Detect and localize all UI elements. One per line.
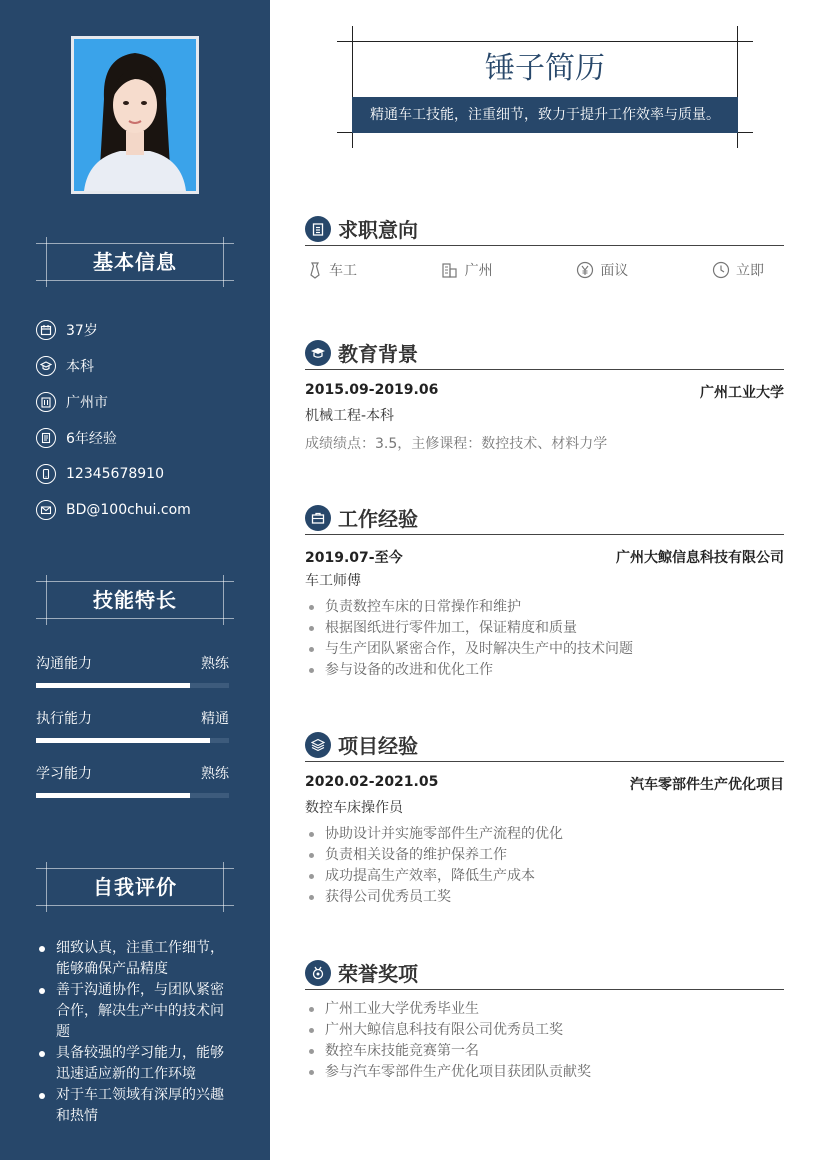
section-education — [305, 336, 784, 453]
section-work — [305, 501, 784, 681]
list-item: 数控车床技能竞赛第一名 — [305, 1041, 784, 1062]
resume-name: 锤子简历 — [485, 51, 605, 86]
skill-level: 熟练 — [201, 656, 229, 672]
skill-name: 执行能力 — [36, 711, 92, 727]
tie-icon — [307, 261, 323, 279]
skill-learning — [36, 763, 229, 798]
skill-bar-fill — [36, 793, 190, 798]
section-title: 项目经验 — [338, 734, 418, 758]
section-intent — [305, 212, 784, 280]
briefcase-icon — [305, 505, 331, 531]
header-box — [337, 26, 753, 148]
building-icon — [36, 392, 56, 412]
mail-icon — [36, 500, 56, 520]
sidebar — [0, 0, 270, 1160]
self-eval-title: 自我评价 — [93, 875, 177, 899]
work-date: 2019.07-至今 — [305, 550, 403, 566]
skill-name: 学习能力 — [36, 766, 92, 782]
info-experience — [36, 420, 236, 456]
info-degree — [36, 348, 236, 384]
education-note: 成绩绩点：3.5，主修课程：数控技术、材料力学 — [305, 436, 608, 452]
calendar-icon — [36, 320, 56, 340]
info-email — [36, 492, 236, 528]
work-bullets — [305, 597, 784, 681]
info-phone-text: 12345678910 — [66, 466, 164, 482]
basic-info-title: 基本信息 — [93, 250, 177, 274]
list-item: 细致认真，注重工作细节，能够确保产品精度 — [36, 938, 236, 980]
list-item: 广州工业大学优秀毕业生 — [305, 999, 784, 1020]
list-item: 参与设备的改进和优化工作 — [305, 660, 784, 681]
project-role: 数控车床操作员 — [305, 800, 403, 816]
self-eval-title-box — [36, 862, 234, 912]
info-age-text: 37岁 — [66, 323, 98, 339]
list-item: 负责相关设备的维护保养工作 — [305, 845, 784, 866]
basic-info-list — [36, 312, 236, 528]
list-item: 具备较强的学习能力，能够迅速适应新的工作环境 — [36, 1043, 236, 1085]
list-item: 根据图纸进行零件加工，保证精度和质量 — [305, 618, 784, 639]
section-title: 工作经验 — [338, 507, 418, 531]
list-item: 与生产团队紧密合作，及时解决生产中的技术问题 — [305, 639, 784, 660]
list-item: 善于沟通协作，与团队紧密合作，解决生产中的技术问题 — [36, 980, 236, 1043]
skill-bar — [36, 738, 229, 743]
education-date: 2015.09-2019.06 — [305, 382, 439, 398]
list-item: 广州大鲸信息科技有限公司优秀员工奖 — [305, 1020, 784, 1041]
work-role: 车工师傅 — [305, 573, 361, 589]
intent-city-text: 广州 — [464, 263, 493, 279]
intent-availability — [712, 260, 764, 280]
skill-level: 熟练 — [201, 766, 229, 782]
info-experience-text: 6年经验 — [66, 431, 117, 447]
intent-availability-text: 立即 — [735, 263, 764, 279]
intent-position-text: 车工 — [329, 263, 357, 279]
list-item: 协助设计并实施零部件生产流程的优化 — [305, 824, 784, 845]
section-title: 教育背景 — [338, 342, 418, 366]
section-title: 求职意向 — [338, 218, 418, 242]
graduation-cap-icon — [305, 340, 331, 366]
intent-city — [441, 260, 493, 280]
project-date: 2020.02-2021.05 — [305, 774, 439, 790]
section-awards — [305, 956, 784, 1083]
skill-bar — [36, 793, 229, 798]
info-age — [36, 312, 236, 348]
skill-communication — [36, 653, 229, 688]
yen-icon — [576, 261, 594, 279]
city-icon — [441, 261, 459, 279]
clipboard-icon — [305, 216, 331, 242]
graduation-cap-icon — [36, 356, 56, 376]
skill-bar — [36, 683, 229, 688]
section-project — [305, 728, 784, 908]
education-major: 机械工程-本科 — [305, 408, 395, 424]
skill-name: 沟通能力 — [36, 656, 92, 672]
skill-level: 精通 — [201, 711, 229, 727]
work-company: 广州大鲸信息科技有限公司 — [616, 550, 784, 566]
awards-bullets — [305, 999, 784, 1083]
list-item: 获得公司优秀员工奖 — [305, 887, 784, 908]
intent-salary-text: 面议 — [600, 263, 629, 279]
medal-icon — [305, 960, 331, 986]
info-city — [36, 384, 236, 420]
section-title: 荣誉奖项 — [338, 962, 418, 986]
profile-photo — [71, 36, 199, 194]
education-school: 广州工业大学 — [700, 385, 784, 401]
list-item: 成功提高生产效率，降低生产成本 — [305, 866, 784, 887]
info-email-text: BD@100chui.com — [66, 502, 191, 518]
self-eval-list — [36, 938, 236, 1127]
layers-icon — [305, 732, 331, 758]
project-bullets — [305, 824, 784, 908]
basic-info-title-box — [36, 237, 234, 287]
skill-bar-fill — [36, 683, 190, 688]
resume-tagline: 精通车工技能，注重细节，致力于提升工作效率与质量。 — [352, 97, 738, 133]
skills-title: 技能特长 — [93, 588, 177, 612]
phone-icon — [36, 464, 56, 484]
project-name: 汽车零部件生产优化项目 — [630, 777, 784, 793]
clock-icon — [712, 261, 730, 279]
skill-execution — [36, 708, 229, 743]
document-icon — [36, 428, 56, 448]
skill-bar-fill — [36, 738, 210, 743]
intent-salary — [576, 260, 628, 280]
info-city-text: 广州市 — [66, 395, 108, 411]
list-item: 对于车工领域有深厚的兴趣和热情 — [36, 1085, 236, 1127]
skills-title-box — [36, 575, 234, 625]
intent-position — [307, 260, 357, 280]
info-phone — [36, 456, 236, 492]
list-item: 负责数控车床的日常操作和维护 — [305, 597, 784, 618]
list-item: 参与汽车零部件生产优化项目获团队贡献奖 — [305, 1062, 784, 1083]
info-degree-text: 本科 — [66, 359, 94, 375]
